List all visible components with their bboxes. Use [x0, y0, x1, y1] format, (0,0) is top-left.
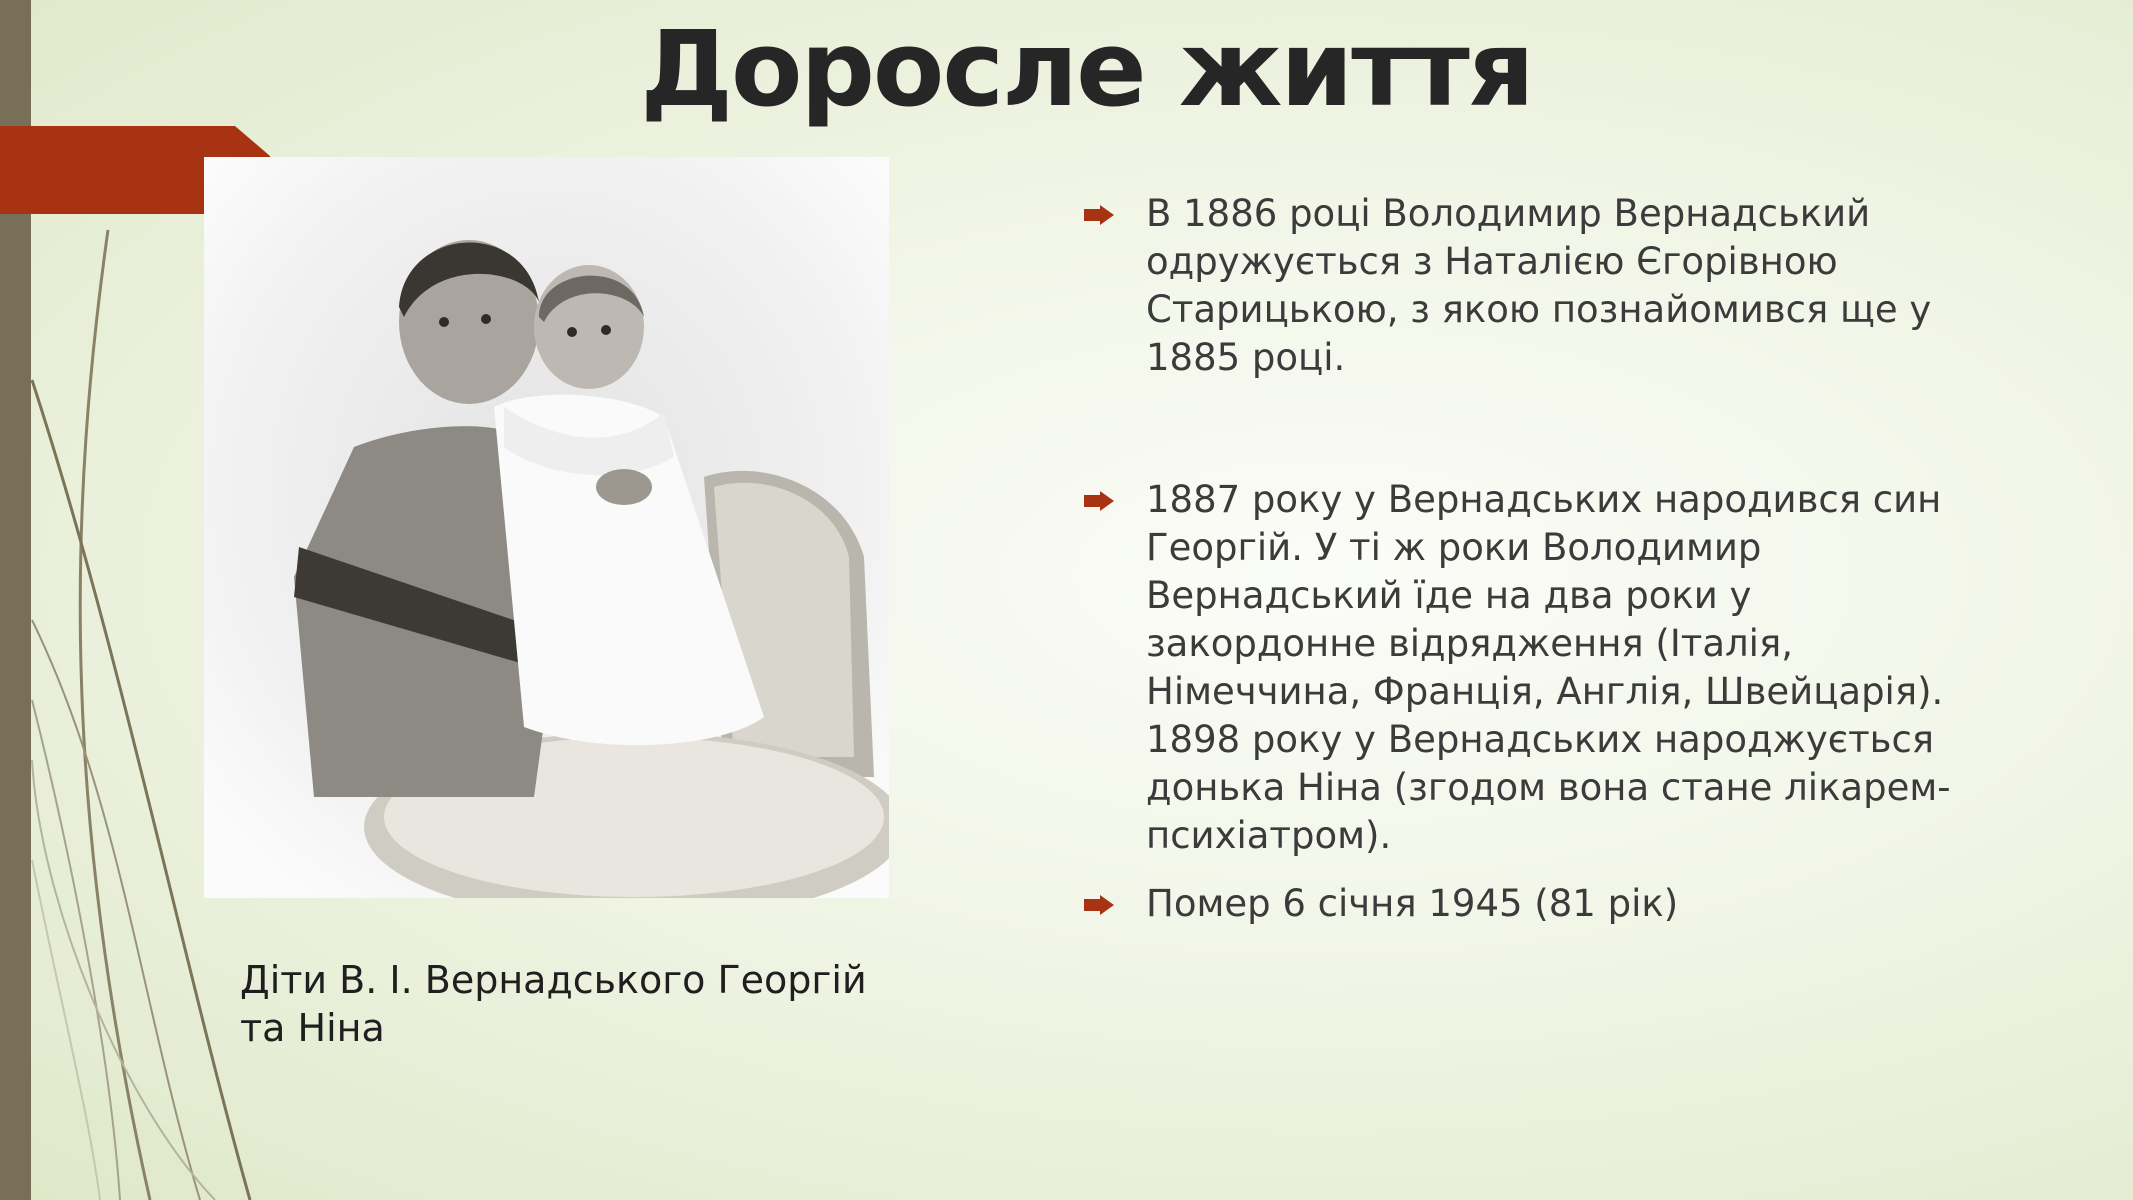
arrow-bullet-icon	[1084, 895, 1114, 915]
slide-title: Доросле життя	[640, 8, 1533, 130]
bullet-item	[1084, 190, 1984, 382]
children-photo	[204, 157, 889, 898]
bullet-item	[1084, 476, 1984, 860]
arrow-bullet-icon	[1084, 205, 1114, 225]
photo-caption: Діти В. І. Вернадського Георгій та Ніна	[240, 958, 867, 1050]
bullet-list	[1084, 190, 1984, 928]
bullet-text: Помер 6 січня 1945 (81 рік)	[1146, 882, 1679, 925]
photo-illustration	[204, 157, 889, 898]
bullet-item	[1084, 880, 1984, 928]
bullet-text: 1887 року у Вернадських народився син Георгій. У ті ж роки Володимир Вернадський їде на два роки у закордонне відрядження (Італія, Німеччина, Франція, Англія, Швейцарія). 1898 року у Вернадських народжується донька Ніна (згодом вона стане лікарем-психіатром).	[1146, 478, 1951, 857]
arrow-bullet-icon	[1084, 491, 1114, 511]
bullet-text: В 1886 році Володимир Вернадський одружується з Наталією Єгорівною Старицькою, з якою познайомився ще у 1885 році.	[1146, 192, 1932, 379]
